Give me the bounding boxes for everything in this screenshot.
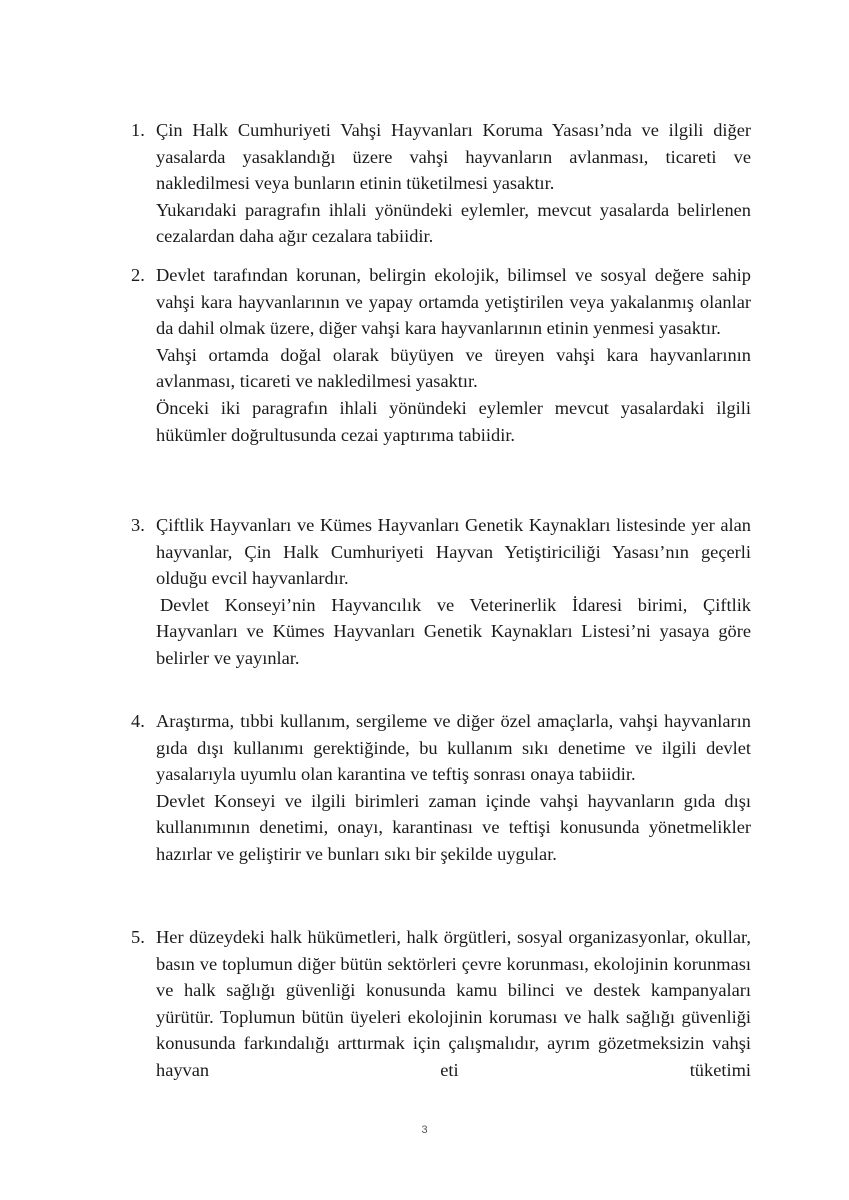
item-body [156, 117, 751, 250]
paragraph: Çiftlik Hayvanları ve Kümes Hayvanları Genetik Kaynakları listesinde yer alan hayvanlar, Çin Halk Cumhuriyeti Hayvan Yetiştiriciliği Yasası’nın geçerli olduğu evcil hayvanlardır. [156, 515, 751, 589]
list-item-5 [131, 924, 751, 1084]
paragraph: Yukarıdaki paragrafın ihlali yönündeki eylemler, mevcut yasalarda belirlenen cezalardan daha ağır cezalara tabiidir. [156, 199, 751, 247]
item-body [156, 924, 751, 1084]
paragraph: Araştırma, tıbbi kullanım, sergileme ve diğer özel amaçlarla, vahşi hayvanların gıda dışı kullanımı gerektiğinde, bu kullanım sıkı denetime ve ilgili devlet yasalarıyla uyumlu olan karantina ve teftiş sonrası onaya tabiidir. [156, 711, 751, 785]
list-item-2 [131, 262, 751, 448]
item-number: 5. [131, 927, 145, 947]
page-number: 3 [421, 1124, 428, 1136]
item-number: 3. [131, 515, 145, 535]
list-item-1 [131, 117, 751, 250]
paragraph: Çin Halk Cumhuriyeti Vahşi Hayvanları Koruma Yasası’nda ve ilgili diğer yasalarda yasaklandığı üzere vahşi hayvanların avlanması, ticareti ve nakledilmesi veya bunların etinin tüketilmesi yasaktır. [156, 120, 751, 194]
paragraph: Önceki iki paragrafın ihlali yönündeki eylemler mevcut yasalardaki ilgili hükümler doğrultusunda cezai yaptırıma tabiidir. [156, 397, 751, 445]
list-item-3 [131, 512, 751, 672]
item-number: 1. [131, 120, 145, 140]
item-body [156, 262, 751, 448]
paragraph: Devlet Konseyi’nin Hayvancılık ve Veterinerlik İdaresi birimi, Çiftlik Hayvanları ve Kümes Hayvanları Genetik Kaynakları Listesi’ni yasaya göre belirler ve yayınlar. [156, 594, 751, 668]
list-item-4 [131, 708, 751, 868]
paragraph: Devlet tarafından korunan, belirgin ekolojik, bilimsel ve sosyal değere sahip vahşi kara hayvanlarının ve yapay ortamda yetiştirilen veya yakalanmış olanlar da dahil olmak üzere, diğer vahşi kara hayvanlarının etinin yenmesi yasaktır. [156, 265, 751, 339]
paragraph: Her düzeydeki halk hükümetleri, halk örgütleri, sosyal organizasyonlar, okullar, basın ve toplumun diğer bütün sektörleri çevre korunması, ekolojinin korunması ve halk sağlığı güvenliği konusunda kamu bilinci ve destek kampanyaları yürütür. Toplumun bütün üyeleri ekolojinin koruması ve halk sağlığı güvenliği konusunda farkındalığı arttırmak için çalışmalıdır, ayrım gözetmeksizin vahşi hayvan eti tüketimi [156, 927, 751, 1080]
paragraph: Vahşi ortamda doğal olarak büyüyen ve üreyen vahşi kara hayvanlarının avlanması, ticareti ve nakledilmesi yasaktır. [156, 344, 751, 392]
paragraph: Devlet Konseyi ve ilgili birimleri zaman içinde vahşi hayvanların gıda dışı kullanımının denetimi, onayı, karantinası ve teftişi konusunda yönetmelikler hazırlar ve geliştirir ve bunları sıkı bir şekilde uygular. [156, 790, 751, 864]
item-body [156, 708, 751, 868]
item-number: 2. [131, 265, 145, 285]
item-body [156, 512, 751, 672]
item-number: 4. [131, 711, 145, 731]
